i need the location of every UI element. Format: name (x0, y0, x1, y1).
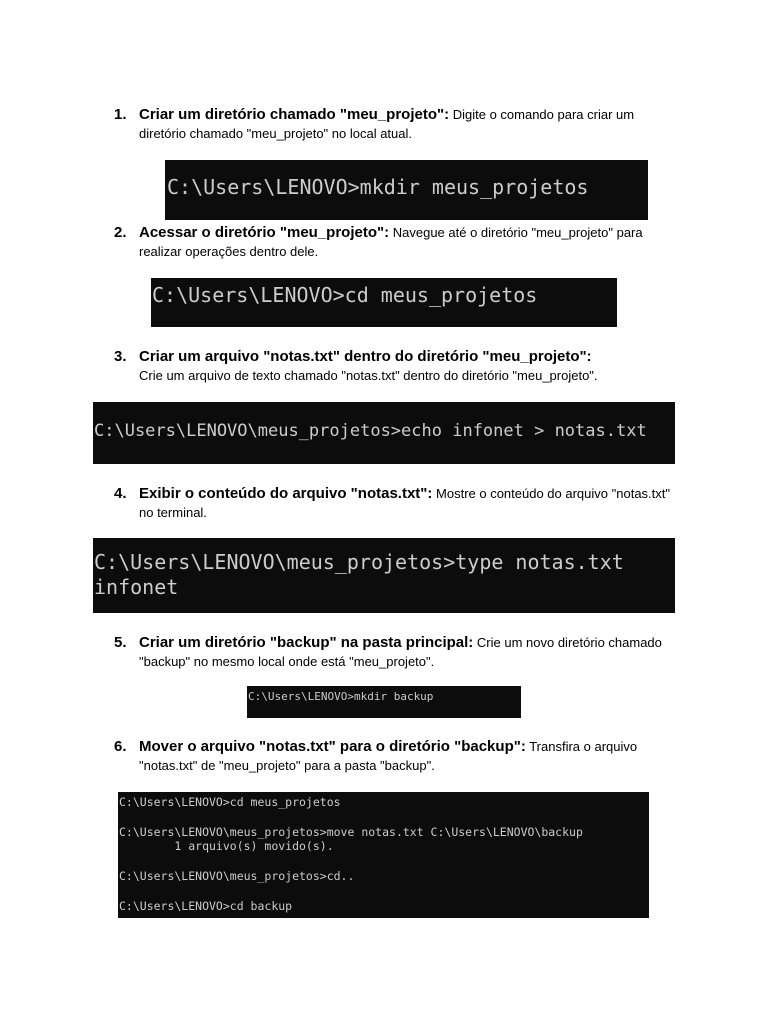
terminal-screenshot-2 (151, 278, 617, 327)
terminal-screenshot-5 (247, 686, 521, 718)
terminal-line: C:\Users\LENOVO>cd backup (119, 898, 293, 913)
terminal-screenshot-4 (93, 538, 675, 613)
terminal-line: C:\Users\LENOVO>mkdir meus_projetos (167, 175, 589, 199)
list-item-5 (114, 633, 674, 671)
item-number: 4. (114, 485, 127, 502)
item-heading: Criar um diretório "backup" na pasta principal: (139, 634, 474, 651)
terminal-line: 1 arquivo(s) movido(s). (119, 839, 334, 854)
list-item-6 (114, 737, 674, 775)
terminal-screenshot-6 (118, 792, 649, 918)
terminal-line (119, 810, 649, 825)
item-number: 6. (114, 738, 127, 755)
list-item-2 (114, 223, 674, 261)
item-number: 2. (114, 224, 127, 241)
terminal-line: C:\Users\LENOVO>cd meus_projetos (119, 795, 341, 809)
list-item-1 (114, 105, 674, 143)
item-heading: Criar um diretório chamado "meu_projeto": (139, 106, 450, 123)
terminal-line: infonet (94, 575, 179, 599)
terminal-line: C:\Users\LENOVO>cd meus_projetos (152, 283, 538, 307)
item-description: Crie um arquivo de texto chamado "notas.txt" dentro do diretório "meu_projeto". (139, 368, 598, 383)
terminal-line: C:\Users\LENOVO>mkdir backup (248, 690, 434, 703)
terminal-line: C:\Users\LENOVO\meus_projetos>cd.. (119, 868, 355, 883)
item-heading: Acessar o diretório "meu_projeto": (139, 224, 390, 241)
terminal-line (119, 884, 649, 899)
list-item-4 (114, 484, 674, 522)
item-heading: Mover o arquivo "notas.txt" para o diretório "backup": (139, 738, 526, 755)
item-description: Transfira o arquivo "notas.txt" de "meu_projeto" para a pasta "backup". (139, 739, 638, 773)
terminal-line: C:\Users\LENOVO\meus_projetos>echo infonet > notas.txt (94, 421, 647, 441)
terminal-line: C:\Users\LENOVO\meus_projetos>move notas.txt C:\Users\LENOVO\backup (119, 824, 583, 839)
list-item-3 (114, 347, 674, 385)
item-number: 3. (114, 348, 127, 365)
terminal-line (119, 854, 649, 869)
item-heading: Criar um arquivo "notas.txt" dentro do diretório "meu_projeto": (139, 348, 592, 365)
item-heading: Exibir o conteúdo do arquivo "notas.txt": (139, 485, 433, 502)
item-description: Crie um novo diretório chamado "backup" no mesmo local onde está "meu_projeto". (139, 635, 662, 669)
item-description: Navegue até o diretório "meu_projeto" para realizar operações dentro dele. (139, 225, 643, 259)
item-description: Digite o comando para criar um diretório chamado "meu_projeto" no local atual. (139, 107, 635, 141)
item-number: 5. (114, 634, 127, 651)
terminal-screenshot-1 (165, 160, 648, 220)
terminal-line: C:\Users\LENOVO\meus_projetos>type notas.txt (94, 550, 624, 574)
item-number: 1. (114, 106, 127, 123)
terminal-screenshot-3 (93, 402, 675, 464)
item-description: Mostre o conteúdo do arquivo "notas.txt" no terminal. (139, 486, 670, 520)
